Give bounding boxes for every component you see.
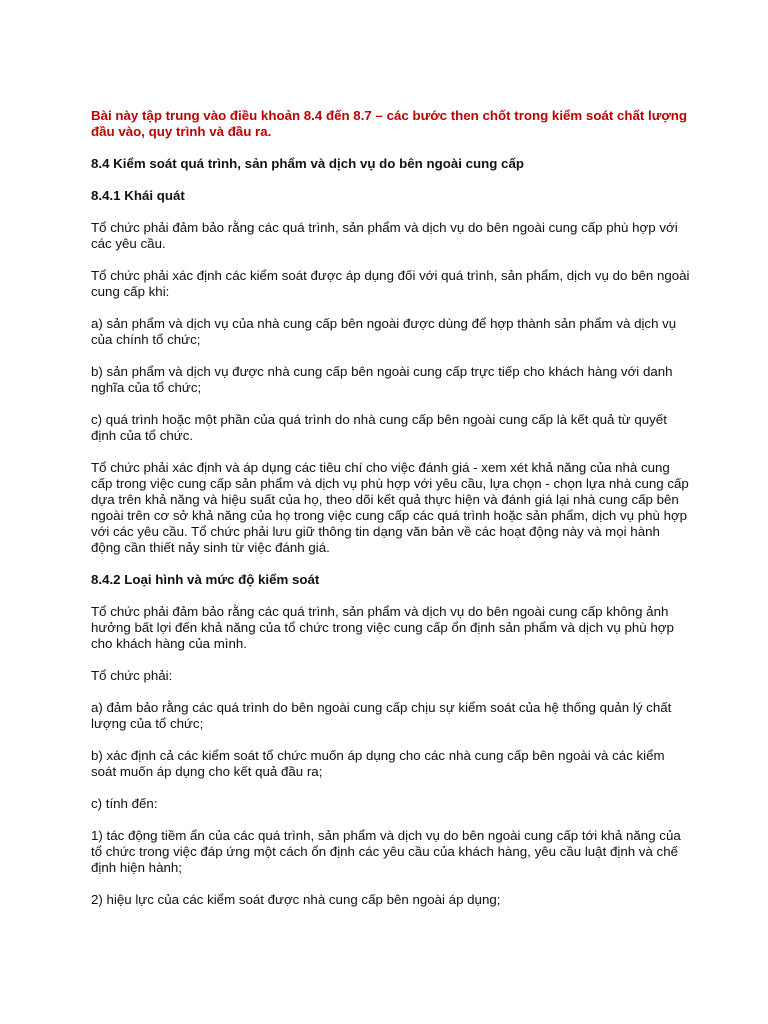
list-item: b) xác định cả các kiểm soát tổ chức muốn áp dụng cho các nhà cung cấp bên ngoài và các kiểm soát muốn áp dụng cho kết quả đầu ra;: [91, 748, 665, 779]
paragraph: Tổ chức phải đảm bảo rằng các quá trình, sản phẩm và dịch vụ do bên ngoài cung cấp không ảnh hưởng bất lợi đến khả năng của tổ chức trong việc cung cấp ổn định sản phẩm và dịch vụ phù hợp cho khách hàng của mình.: [91, 604, 674, 651]
list-item: 1) tác động tiềm ẩn của các quá trình, sản phẩm và dịch vụ do bên ngoài cung cấp tới khả năng của tổ chức trong việc đáp ứng một cách ổn định các yêu cầu của khách hàng, yêu cầu luật định và chế định hiện hành;: [91, 828, 681, 875]
section-8-4-2-title: 8.4.2 Loại hình và mức độ kiểm soát: [91, 572, 320, 587]
paragraph: Tổ chức phải xác định các kiểm soát được áp dụng đối với quá trình, sản phẩm, dịch vụ do bên ngoài cung cấp khi:: [91, 268, 690, 299]
section-8-4-title: 8.4 Kiểm soát quá trình, sản phẩm và dịch vụ do bên ngoài cung cấp: [91, 156, 524, 171]
paragraph: Tổ chức phải đảm bảo rằng các quá trình, sản phẩm và dịch vụ do bên ngoài cung cấp phù hợp với các yêu cầu.: [91, 220, 678, 251]
section-8-4-1-title: 8.4.1 Khái quát: [91, 188, 185, 203]
intro-paragraph: Bài này tập trung vào điều khoản 8.4 đến 8.7 – các bước then chốt trong kiểm soát chất lượng đầu vào, quy trình và đầu ra.: [91, 108, 688, 139]
list-item: 2) hiệu lực của các kiểm soát được nhà cung cấp bên ngoài áp dụng;: [91, 892, 501, 907]
list-item: c) quá trình hoặc một phần của quá trình do nhà cung cấp bên ngoài cung cấp là kết quả từ quyết định của tổ chức.: [91, 412, 667, 443]
paragraph: Tổ chức phải:: [91, 668, 173, 683]
list-item: c) tính đến:: [91, 796, 158, 811]
list-item: a) đảm bảo rằng các quá trình do bên ngoài cung cấp chịu sự kiểm soát của hệ thống quản lý chất lượng của tổ chức;: [91, 700, 672, 731]
paragraph: Tổ chức phải xác định và áp dụng các tiêu chí cho việc đánh giá - xem xét khả năng của nhà cung cấp trong việc cung cấp sản phẩm và dịch vụ phù hợp với yêu cầu, lựa chọn - chọn lựa nhà cung cấp dựa trên khả năng và hiệu suất của họ, theo dõi kết quả thực hiện và đánh giá lại nhà cung cấp bên ngoài trên cơ sở khả năng của họ trong việc cung cấp các quá trình hoặc sản phẩm, dịch vụ phù hợp với các yêu cầu. Tổ chức phải lưu giữ thông tin dạng văn bản về các hoạt động này và mọi hành động cần thiết nảy sinh từ việc đánh giá.: [91, 460, 689, 555]
list-item: b) sản phẩm và dịch vụ được nhà cung cấp bên ngoài cung cấp trực tiếp cho khách hàng với danh nghĩa của tổ chức;: [91, 364, 673, 395]
document-page: [91, 108, 691, 924]
list-item: a) sản phẩm và dịch vụ của nhà cung cấp bên ngoài được dùng để hợp thành sản phẩm và dịch vụ của chính tổ chức;: [91, 316, 677, 347]
